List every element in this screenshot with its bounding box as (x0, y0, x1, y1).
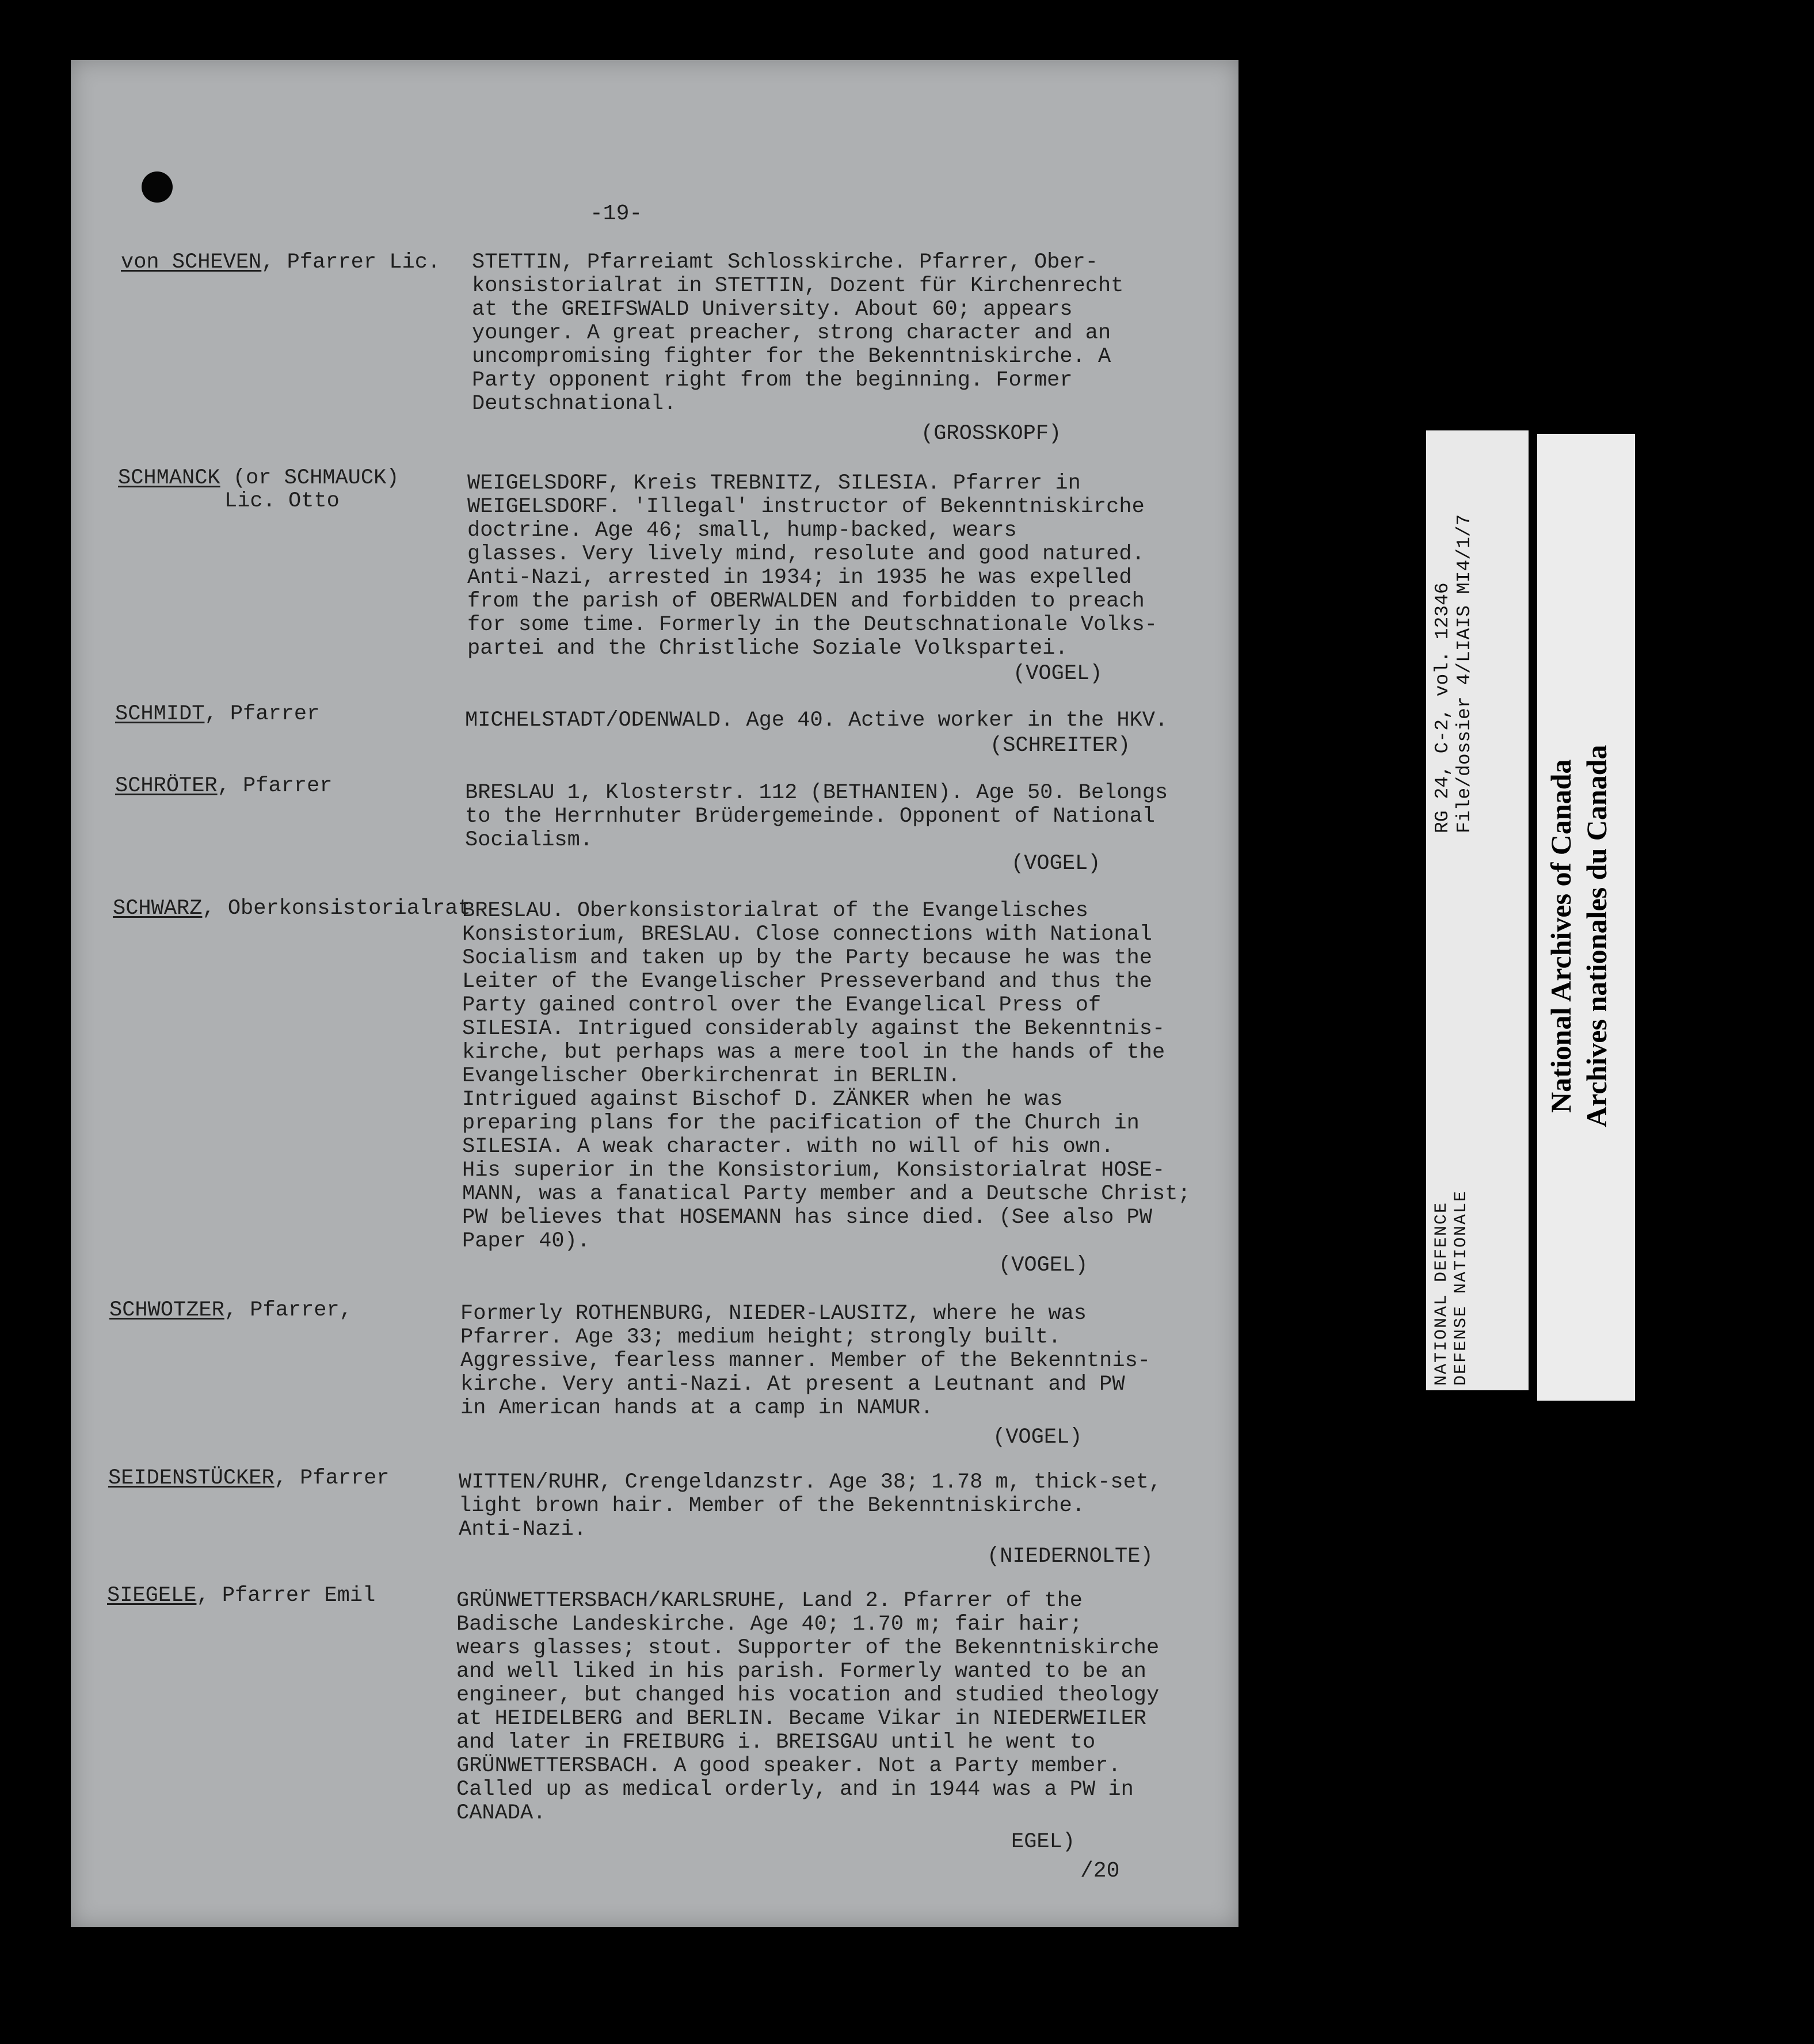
entry-description: MICHELSTADT/ODENWALD. Age 40. Active worker in the HKV. (465, 708, 1168, 733)
entry-name (115, 702, 319, 726)
entry-source: (VOGEL) (993, 1425, 1083, 1450)
entry-title: , Pfarrer Emil (196, 1584, 376, 1608)
entry-description: GRÜNWETTERSBACH/KARLSRUHE, Land 2. Pfarrer of the Badische Landeskirche. Age 40; 1.70 m; fair hair; wears glasses; stout. Supporter of the Bekenntniskirche and well liked in his parish. Formerly wanted to be an engineer, but changed his vocation and studied theology at HEIDELBERG and BERLIN. Became Vikar in NIEDERWEILER and later in FREIBURG i. BREISGAU until he went to GRÜNWETTERSBACH. A good speaker. Not a Party member. Called up as medical orderly, and in 1944 was a PW in CANADA. (456, 1589, 1160, 1825)
entry-description: STETTIN, Pfarreiamt Schlosskirche. Pfarrer, Ober- konsistorialrat in STETTIN, Dozent für Kirchenrecht at the GREIFSWALD University. About 60; appears younger. A great preacher, strong character and an uncompromising fighter for the Bekenntniskirche. A Party opponent right from the beginning. Former Deutschnational. (472, 250, 1124, 416)
entry-source: (GROSSKOPF) (921, 422, 1062, 446)
entry-source: (VOGEL) (999, 1253, 1088, 1278)
entry-source: EGEL) (1011, 1830, 1076, 1854)
entry-description: BRESLAU. Oberkonsistorialrat of the Evangelisches Konsistorium, BRESLAU. Close connections with National Socialism and taken up by the Party because he was the Leiter of the Evangelischer Presseverband and thus the Party gained control over the Evangelical Press of SILESIA. Intrigued considerably against the Bekenntnis- kirche, but perhaps was a mere tool in the hands of the Evangelischer Oberkirchenrat in BERLIN. Intrigued against Bischof D. ZÄNKER when he was preparing plans for the pacification of the Church in SILESIA. A weak character. with no will of his own. His superior in the Konsistorium, Konsistorialrat HOSE- MANN, was a fanatical Party member and a Deutsche Christ; PW believes that HOSEMANN has since died. (See also PW Paper 40). (462, 899, 1191, 1253)
entry-source: (VOGEL) (1013, 662, 1103, 686)
entry-title: , Pfarrer, (224, 1298, 352, 1322)
entry-name (118, 466, 399, 490)
entry-title: , Pfarrer (217, 774, 333, 798)
entry-description: BRESLAU 1, Klosterstr. 112 (BETHANIEN). Age 50. Belongs to the Herrnhuter Brüdergemeinde. Opponent of National Socialism. (465, 781, 1168, 852)
entry-title: , Pfarrer (274, 1466, 390, 1490)
entry-surname: SCHWOTZER (109, 1298, 224, 1322)
entry-description: WEIGELSDORF, Kreis TREBNITZ, SILESIA. Pfarrer in WEIGELSDORF. 'Illegal' instructor of Bekenntniskirche doctrine. Age 46; small, hump-backed, wears glasses. Very lively mind, resolute and good natured. Anti-Nazi, arrested in 1934; in 1935 he was expelled from the parish of OBERWALDEN and forbidden to preach for some time. Formerly in the Deutschnationale Volks- partei and the Christliche Soziale Volkspartei. (467, 471, 1157, 661)
entry-title: , Pfarrer (204, 702, 320, 726)
entry-description: Formerly ROTHENBURG, NIEDER-LAUSITZ, where he was Pfarrer. Age 33; medium height; strongly built. Aggressive, fearless manner. Member of the Bekenntnis- kirche. Very anti-Nazi. At present a Leutnant and PW in American hands at a camp in NAMUR. (460, 1302, 1150, 1420)
entry-surname: SIEGELE (107, 1584, 197, 1608)
archive-reference-label (1426, 430, 1529, 1390)
entry-name (113, 897, 471, 921)
entry-surname: SEIDENSTÜCKER (108, 1466, 275, 1490)
entry-surname: SCHWARZ (113, 897, 203, 921)
page-number: -19- (590, 201, 643, 226)
entry-surname: SCHMIDT (115, 702, 205, 726)
entry-name (121, 250, 440, 274)
entry-title: (or SCHMAUCK) (220, 466, 399, 490)
entry-name-line2: Lic. Otto (224, 489, 340, 513)
reference-text: RG 24, C-2, vol. 12346 File/dossier 4/LIAIS MI4/1/7 (1432, 514, 1475, 833)
entry-title: , Oberkonsistorialrat (202, 897, 471, 921)
entry-name (115, 774, 332, 798)
archives-stamp: National Archives of Canada Archives nationales du Canada (1545, 745, 1613, 1127)
entry-name (107, 1584, 375, 1608)
entry-source: (SCHREITER) (990, 734, 1131, 758)
defence-text: NATIONAL DEFENCE DEFENSE NATIONALE (1432, 1189, 1471, 1386)
entry-surname: von SCHEVEN (121, 250, 262, 274)
entry-description: WITTEN/RUHR, Crengeldanzstr. Age 38; 1.78 m, thick-set, light brown hair. Member of the Bekenntniskirche. Anti-Nazi. (459, 1470, 1162, 1542)
continuation-marker: /20 (1080, 1859, 1120, 1883)
entry-source: (VOGEL) (1011, 852, 1101, 876)
punch-hole (142, 171, 173, 203)
entry-name (108, 1466, 390, 1490)
entry-surname: SCHMANCK (118, 466, 220, 490)
entry-title: , Pfarrer Lic. (261, 250, 441, 274)
entry-source: (NIEDERNOLTE) (987, 1545, 1153, 1569)
entry-surname: SCHRÖTER (115, 774, 218, 798)
national-archives-label (1537, 434, 1635, 1401)
entry-name (109, 1298, 352, 1322)
